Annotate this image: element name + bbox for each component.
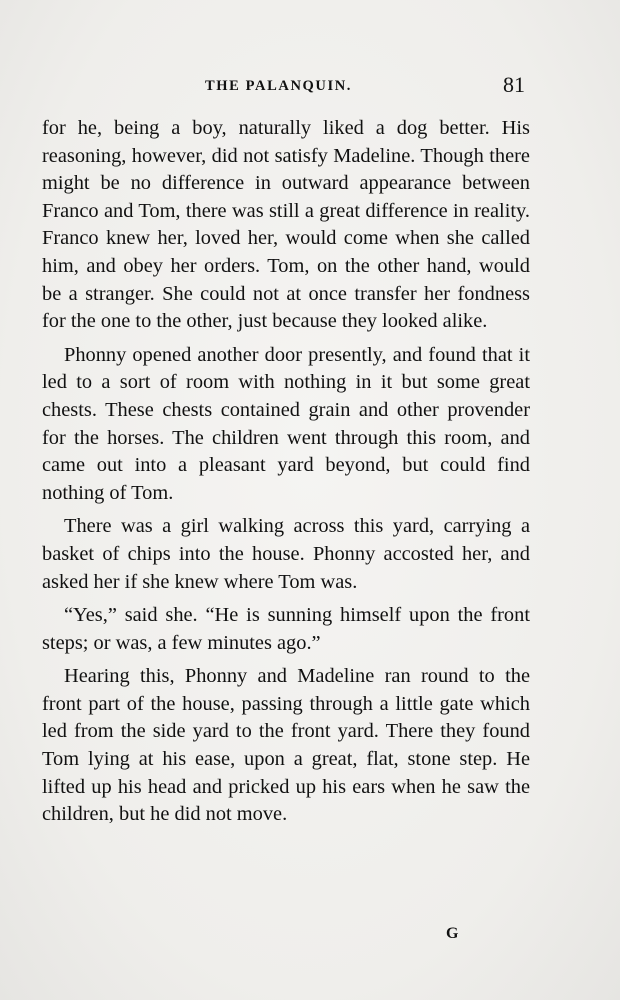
body-text [42,115,530,835]
paragraph: There was a girl walking across this yard, carrying a basket of chips into the house. Phonny accosted her, and asked her if she knew where Tom was. [42,515,530,593]
page-number: 81 [503,72,525,97]
paragraph: for he, being a boy, naturally liked a dog better. His reasoning, however, did not satisfy Madeline. Though there might be no difference in outward appearance between Franco and Tom, there was still a great difference in reality. Franco knew her, loved her, would come when she called him, and obey her orders. Tom, on the other hand, would be a stranger. She could not at once transfer her fondness for the one to the other, just because they looked alike. [42,117,530,333]
paragraph: Hearing this, Phonny and Madeline ran round to the front part of the house, passing through a little gate which led from the side yard to the front yard. There they found Tom lying at his ease, upon a great, flat, stone step. He lifted up his head and pricked up his ears when he saw the children, but he did not move. [42,665,530,826]
paragraph: “Yes,” said she. “He is sunning himself upon the front steps; or was, a few minutes ago.” [42,604,530,654]
paragraph: Phonny opened another door presently, and found that it led to a sort of room with nothing in it but some great chests. These chests contained grain and other provender for the horses. The children went through this room, and came out into a pleasant yard beyond, but could find nothing of Tom. [42,343,530,504]
signature-mark: G [446,925,459,942]
running-title: THE PALANQUIN. [205,78,353,94]
running-head [0,72,620,102]
